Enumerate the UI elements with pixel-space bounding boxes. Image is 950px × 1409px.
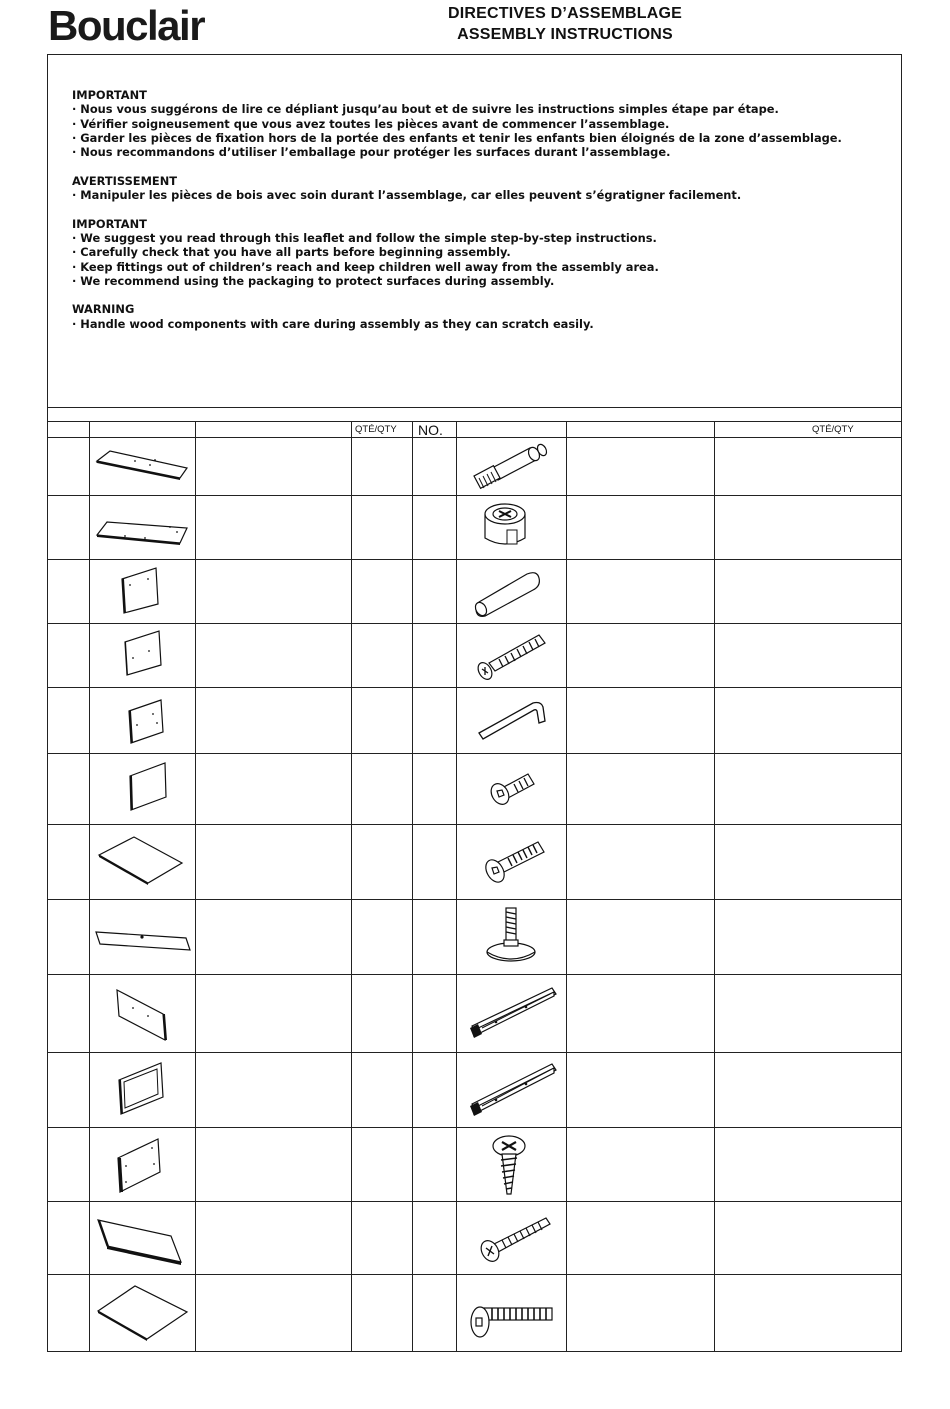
notes-line: · Garder les pièces de fixation hors de la portée des enfants et tenir les enfants bien éloignés de la zone d’assemblage. (72, 130, 842, 145)
column-divider (195, 421, 196, 1352)
notes-line: · Manipuler les pièces de bois avec soin durant l’assemblage, car elles peuvent s’égratigner facilement. (72, 188, 742, 203)
small-panel-icon (125, 697, 169, 749)
notes-heading: AVERTISSEMENT (72, 173, 178, 188)
notes-line: · Keep fittings out of children’s reach and keep children well away from the assembly area. (72, 259, 659, 274)
flat-shelf-icon (96, 835, 186, 887)
row-divider (47, 495, 902, 496)
column-divider (456, 421, 457, 1352)
notes-line: · We recommend using the packaging to protect surfaces during assembly. (72, 273, 555, 288)
notes-fr-important (72, 88, 872, 159)
wood-screw-icon (480, 1212, 554, 1264)
long-board-icon (95, 448, 190, 486)
framed-panel-icon (115, 1060, 167, 1118)
notes-block (72, 88, 872, 345)
column-divider (351, 421, 352, 1352)
notes-heading: WARNING (72, 302, 135, 317)
row-divider (47, 1274, 902, 1275)
notes-heading: IMPORTANT (72, 216, 147, 231)
row-divider (47, 1127, 902, 1128)
row-divider (47, 1201, 902, 1202)
notes-line: · Vérifier soigneusement que vous avez toutes les pièces avant de commencer l’assemblage. (72, 116, 670, 131)
table-header-bottom (47, 437, 902, 438)
leveling-foot-icon (482, 904, 542, 966)
long-bolt-icon (482, 838, 550, 888)
screw-icon (475, 627, 555, 683)
column-divider (566, 421, 567, 1352)
row-divider (47, 974, 902, 975)
column-divider (89, 421, 90, 1352)
row-divider (47, 753, 902, 754)
notes-en-warning (72, 302, 872, 331)
notes-en-important (72, 217, 872, 288)
notes-line: · Nous recommandons d’utiliser l’emballage pour protéger les surfaces durant l’assemblage. (72, 145, 671, 160)
no-header: NO. (418, 422, 443, 438)
row-divider (47, 824, 902, 825)
notes-line: · Carefully check that you have all parts before beginning assembly. (72, 245, 511, 260)
flat-panel-icon (95, 1283, 191, 1345)
drawer-slide-icon (466, 984, 560, 1042)
notes-line: · Nous vous suggérons de lire ce dépliant jusqu’au bout et de suivre les instructions simples étape par étape. (72, 102, 779, 117)
row-divider (47, 1052, 902, 1053)
title-french: DIRECTIVES D’ASSEMBLAGE (448, 5, 682, 22)
cam-bolt-icon (472, 440, 552, 492)
title-english: ASSEMBLY INSTRUCTIONS (457, 26, 673, 43)
long-bolt-icon (468, 1298, 556, 1340)
notes-heading: IMPORTANT (72, 88, 147, 102)
small-panel-icon (118, 565, 164, 617)
notes-fr-warning (72, 174, 872, 203)
wood-screw-icon (490, 1134, 530, 1198)
wood-dowel-icon (473, 566, 543, 618)
plain-panel-icon (126, 760, 172, 814)
bottom-board-icon (95, 1216, 187, 1266)
qty-header-right: QTÉ/QTY (812, 424, 854, 435)
long-board-holes-icon (95, 518, 190, 548)
tilted-panel-icon (113, 986, 169, 1044)
table-divider (47, 421, 902, 422)
cam-lock-icon (480, 500, 530, 554)
small-panel-icon (121, 628, 167, 680)
notes-line: · We suggest you read through this leaflet and follow the simple step-by-step instructions. (72, 230, 657, 245)
row-divider (47, 623, 902, 624)
qty-header-left: QTÉ/QTY (355, 424, 397, 435)
brand-logo: Bouclair (48, 2, 205, 49)
table-divider (47, 407, 902, 408)
row-divider (47, 559, 902, 560)
allen-key-icon (475, 697, 547, 743)
row-divider (47, 899, 902, 900)
back-panel-icon (114, 1136, 166, 1196)
column-divider (412, 421, 413, 1352)
short-bolt-icon (488, 770, 538, 810)
row-divider (47, 687, 902, 688)
long-strip-icon (94, 928, 194, 956)
notes-line: · Handle wood components with care during assembly as they can scratch easily. (72, 316, 594, 331)
column-divider (714, 421, 715, 1352)
drawer-slide-icon (466, 1060, 560, 1120)
